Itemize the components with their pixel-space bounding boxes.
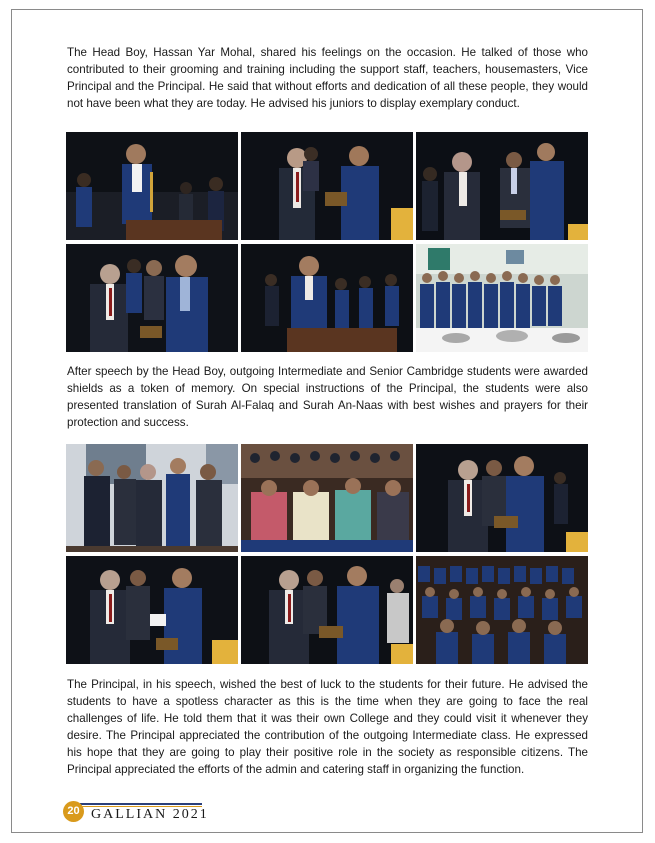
photo-shield-award-6: [241, 556, 413, 664]
paragraph-shields-awarded: After speech by the Head Boy, outgoing Intermediate and Senior Cambridge students were awarded shields as a token of memory. On special instructions of the Principal, the students were also presented translation of Surah Al-Falaq and Surah An-Naas with best wishes and prayers for their protection and success.: [67, 365, 588, 429]
photo-shield-award-3: [66, 244, 238, 352]
paragraph-head-boy-speech: The Head Boy, Hassan Yar Mohal, shared his feelings on the occasion. He talked of those who contributed to their grooming and training including the support staff, teachers, housemasters, Vice Principal and the Principal. He said that without efforts and dedication of all these people, they would not have been what they are today. He advised his juniors to display exemplary conduct.: [67, 46, 588, 110]
photo-group-standing: [66, 444, 238, 552]
photo-shield-award-2: [416, 132, 588, 240]
footer-rule-blue: [80, 803, 202, 805]
photo-students-at-dinner: [416, 244, 588, 352]
photo-shield-award-1: [241, 132, 413, 240]
photo-students-audience: [416, 556, 588, 664]
publication-title: GALLIAN 2021: [91, 807, 209, 822]
photo-shield-award-4: [416, 444, 588, 552]
photo-head-boy-at-podium: [66, 132, 238, 240]
page-number-badge: 20: [63, 801, 84, 822]
paragraph-principal-speech: The Principal, in his speech, wished the best of luck to the students for their future. He advised the students to have a spotless character as this is the time when they are going to face the real challenges of life. He told them that it was their own College and they could visit it whenever they desire. The Principal appreciated the contribution of the outgoing Intermediate class. He expressed his hope that they are going to play their positive role in the society as responsible citizens. The Principal appreciated the efforts of the admin and catering staff in organizing the function.: [67, 678, 588, 776]
photo-shield-award-5: [66, 556, 238, 664]
photo-student-at-podium: [241, 244, 413, 352]
photo-seated-guests: [241, 444, 413, 552]
